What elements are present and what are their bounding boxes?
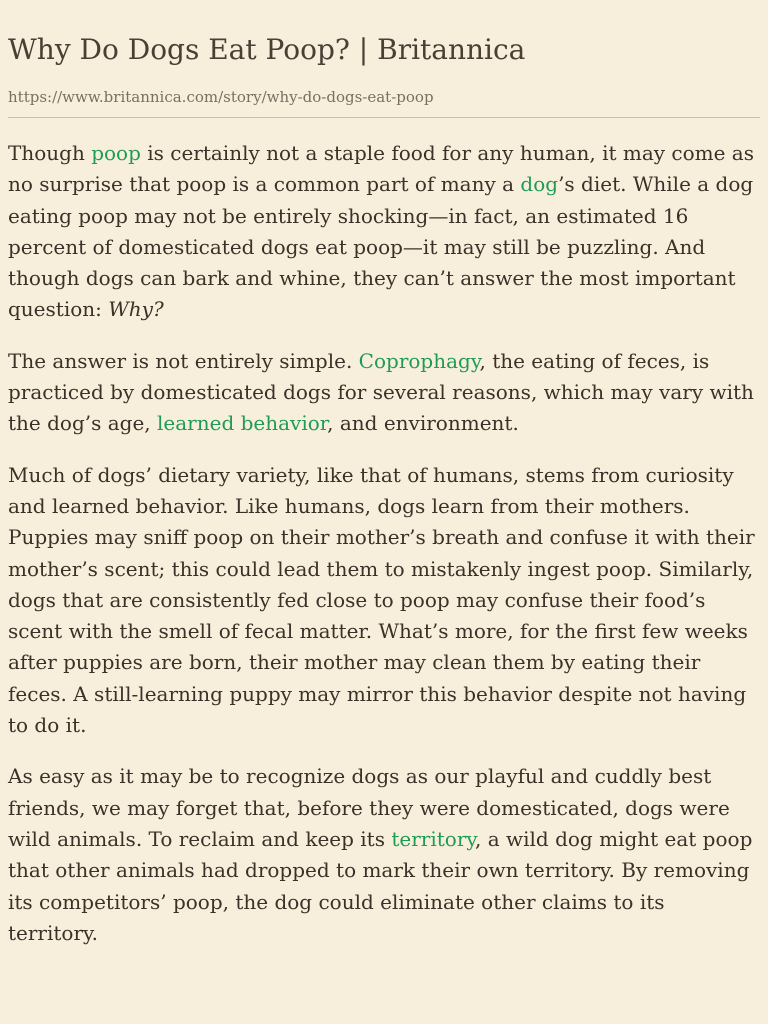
- page-title: Why Do Dogs Eat Poop? | Britannica: [8, 33, 526, 66]
- paragraph-1-text-c: ’s diet. While a dog eating poop may not be entirely shocking—in fact, an estimated 16 percent of domesticated dogs eat poop—it may still be puzzling. And though dogs can bark and whine, they can’t answer the most important question:: [8, 172, 754, 322]
- paragraph-1-text-a: Though: [8, 141, 92, 165]
- paragraph-3: Much of dogs’ dietary variety, like that of humans, stems from curiosity and learned behavior. Like humans, dogs learn from their mothers. Puppies may sniff poop on their mother’s breath and confuse it with their mother’s scent; this could lead them to mistakenly ingest poop. Similarly, dogs that are consistently fed close to poop may confuse their food’s scent with the smell of fecal matter. What’s more, for the first few weeks after puppies are born, their mother may clean them by eating their feces. A still-learning puppy may mirror this behavior despite not having to do it.: [8, 462, 755, 738]
- paragraph-4: [8, 761, 760, 949]
- header-divider: [8, 117, 760, 118]
- paragraph-2-text-c: , and environment.: [327, 411, 519, 436]
- paragraph-4-text-a: As easy as it may be to recognize dogs as our playful and cuddly best friends, we may forget that, before they were domesticated, dogs were wild animals. To reclaim and keep its: [8, 764, 730, 851]
- link-territory[interactable]: territory: [391, 826, 476, 851]
- paragraph-1-text-b: is certainly not a staple food for any human, it may come as no surprise that poop is a common part of many a: [8, 141, 754, 197]
- link-learned-behavior[interactable]: learned behavior: [157, 411, 328, 436]
- link-coprophagy[interactable]: Coprophagy: [358, 348, 480, 373]
- paragraph-2-text-b: , the eating of feces, is practiced by domesticated dogs for several reasons, which may vary with the dog’s age,: [8, 348, 754, 436]
- paragraph-1-emphasis: Why?: [108, 297, 164, 322]
- paragraph-1: [8, 138, 760, 326]
- paragraph-4-text-b: , a wild dog might eat poop that other animals had dropped to mark their own territory. By removing its competitors’ poop, the dog could eliminate other claims to its territory.: [8, 826, 753, 945]
- paragraph-2-text-a: The answer is not entirely simple.: [8, 348, 359, 373]
- source-url: https://www.britannica.com/story/why-do-dogs-eat-poop: [8, 88, 434, 106]
- link-dog[interactable]: dog: [520, 172, 559, 197]
- link-poop[interactable]: poop: [91, 141, 141, 165]
- paragraph-2: [8, 346, 760, 440]
